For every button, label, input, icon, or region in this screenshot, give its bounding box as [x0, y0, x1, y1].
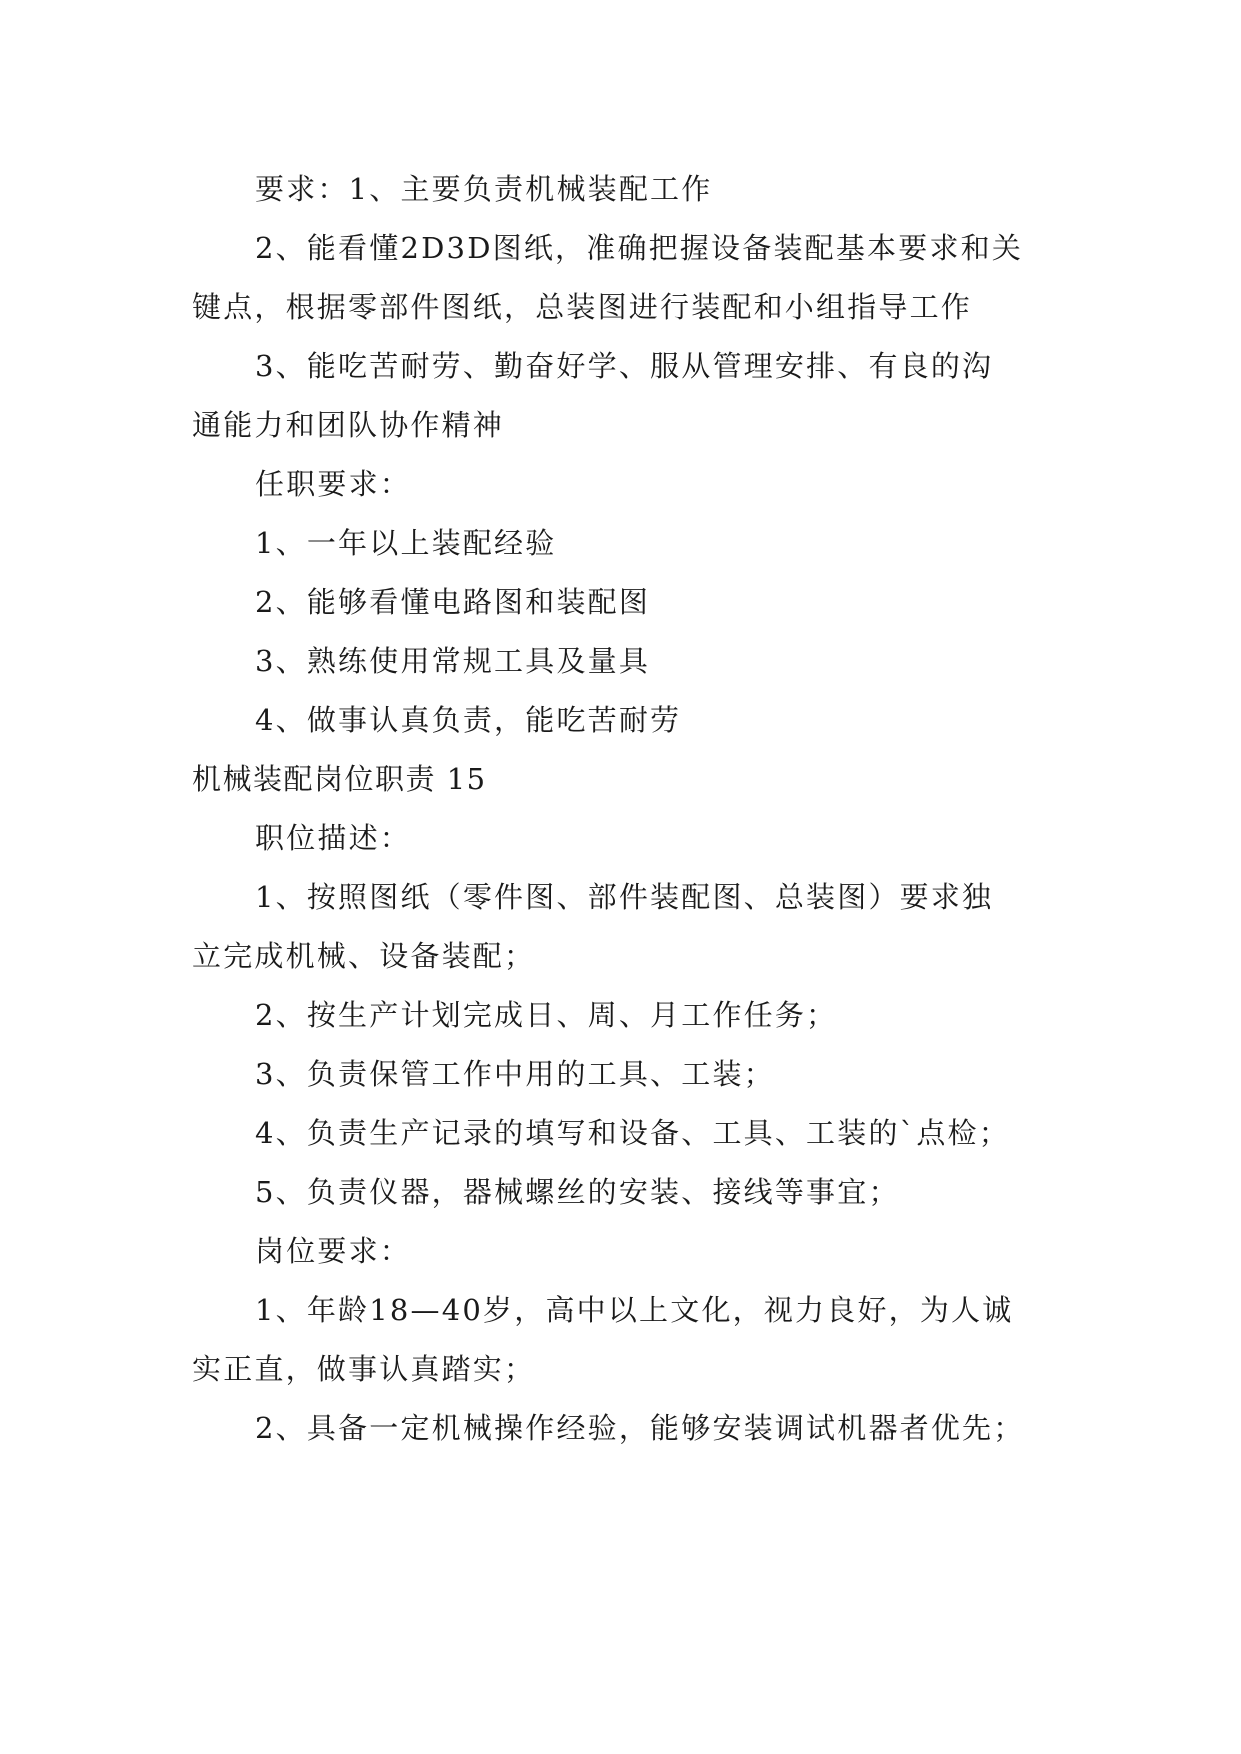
document-body	[0, 160, 1241, 1458]
text-line: 通能力和团队协作精神	[192, 408, 505, 442]
list-item: 2、按生产计划完成日、周、月工作任务；	[255, 998, 838, 1032]
text-line: 要求：1、主要负责机械装配工作	[255, 172, 713, 206]
section-label: 职位描述：	[255, 821, 412, 855]
section-label: 岗位要求：	[255, 1234, 412, 1268]
list-item: 1、年龄18—40岁，高中以上文化，视力良好，为人诚	[255, 1293, 1014, 1327]
section-label: 任职要求：	[255, 467, 412, 501]
list-item: 1、一年以上装配经验	[255, 526, 557, 560]
text-line: 键点，根据零部件图纸，总装图进行装配和小组指导工作	[192, 290, 973, 324]
list-item: 1、按照图纸（零件图、部件装配图、总装图）要求独	[255, 880, 994, 914]
text-line: 3、能吃苦耐劳、勤奋好学、服从管理安排、有良的沟	[255, 349, 994, 383]
list-item: 2、能够看懂电路图和装配图	[255, 585, 651, 619]
list-item: 3、熟练使用常规工具及量具	[255, 644, 651, 678]
list-item: 4、负责生产记录的填写和设备、工具、工装的`点检；	[255, 1116, 1010, 1150]
list-item: 4、做事认真负责，能吃苦耐劳	[255, 703, 682, 737]
text-line: 2、能看懂2D3D图纸，准确把握设备装配基本要求和关	[255, 231, 1024, 265]
list-item: 3、负责保管工作中用的工具、工装；	[255, 1057, 775, 1091]
text-line: 立完成机械、设备装配；	[192, 939, 536, 973]
list-item: 5、负责仪器，器械螺丝的安装、接线等事宜；	[255, 1175, 900, 1209]
text-line: 实正直，做事认真踏实；	[192, 1352, 536, 1386]
list-item: 2、具备一定机械操作经验，能够安装调试机器者优先；	[255, 1411, 1025, 1445]
section-heading: 机械装配岗位职责 15	[192, 762, 487, 796]
